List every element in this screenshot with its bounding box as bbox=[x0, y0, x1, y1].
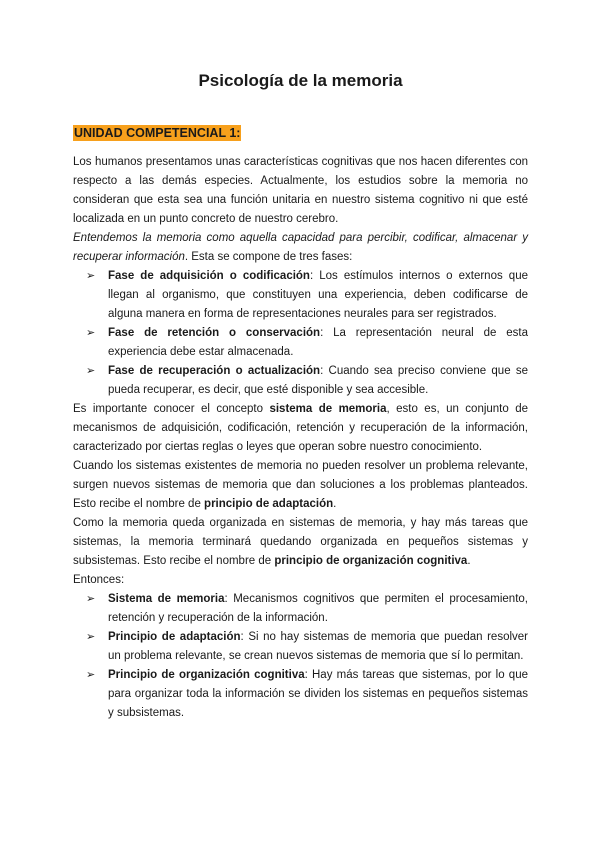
summary-text: : Hay más tareas que sistemas, por lo que para organizar toda la información se dividen los sistemas en pequeños sistemas y subsistemas. bbox=[108, 669, 528, 719]
adaptation-after: . bbox=[333, 498, 337, 510]
phase-term: Fase de recuperación o actualización bbox=[108, 365, 321, 377]
memory-system-after: , esto es, un conjunto de mecanismos de adquisición, codificación, retención y recuperación de la información, caracterizado por ciertas reglas o leyes que operan sobre nuestro conocimiento. bbox=[73, 403, 528, 453]
memory-system-paragraph bbox=[73, 400, 528, 457]
list-item bbox=[86, 324, 528, 362]
list-item bbox=[86, 267, 528, 324]
organization-after: . bbox=[467, 555, 471, 567]
phase-term: Fase de retención o conservación bbox=[108, 327, 321, 339]
adaptation-before: Cuando los sistemas existentes de memoria no pueden resolver un problema relevante, surgen nuevos sistemas de memoria que dan soluciones a los problemas planteados. Esto recibe el nombre de bbox=[73, 460, 528, 510]
definition-rest: . Esta se compone de tres fases: bbox=[184, 251, 353, 263]
adaptation-term: principio de adaptación bbox=[204, 498, 334, 510]
summary-term: Principio de organización cognitiva bbox=[108, 669, 305, 681]
summary-text: : Si no hay sistemas de memoria que puedan resolver un problema relevante, se crean nuevos sistemas de memoria que sí lo permitan. bbox=[108, 631, 529, 662]
arrow-bullet-icon: ➢ bbox=[86, 631, 96, 643]
page-title: Psicología de la memoria bbox=[198, 71, 403, 90]
document-page bbox=[73, 70, 528, 723]
arrow-bullet-icon: ➢ bbox=[86, 270, 96, 282]
arrow-bullet-icon: ➢ bbox=[86, 593, 96, 605]
organization-paragraph bbox=[73, 514, 528, 571]
phases-list bbox=[73, 267, 528, 400]
summary-text: : Mecanismos cognitivos que permiten el procesamiento, retención y recuperación de la información. bbox=[108, 593, 528, 624]
memory-system-before: Es importante conocer el concepto bbox=[73, 403, 270, 415]
organization-before: Como la memoria queda organizada en sistemas de memoria, y hay más tareas que sistemas, la memoria terminará quedando organizada en pequeños sistemas y subsistemas. Esto recibe el nombre de bbox=[73, 517, 528, 567]
phase-text: : Los estímulos internos o externos que llegan al organismo, que constituyen una experiencia, deben codificarse de alguna manera en forma de representaciones neurales para ser registrados. bbox=[108, 270, 528, 320]
list-item bbox=[86, 628, 529, 666]
arrow-bullet-icon: ➢ bbox=[86, 327, 96, 339]
then-label: Entonces: bbox=[73, 574, 125, 586]
arrow-bullet-icon: ➢ bbox=[86, 669, 96, 681]
summary-list bbox=[73, 590, 528, 723]
list-item bbox=[86, 362, 528, 400]
adaptation-paragraph bbox=[73, 457, 528, 514]
definition-italic: Entendemos la memoria como aquella capacidad para percibir, codificar, almacenar y recuperar información bbox=[73, 232, 528, 263]
summary-term: Principio de adaptación bbox=[108, 631, 241, 643]
arrow-bullet-icon: ➢ bbox=[86, 365, 96, 377]
unit-heading-wrap bbox=[73, 124, 528, 153]
definition-paragraph bbox=[73, 229, 528, 267]
unit-heading: UNIDAD COMPETENCIAL 1: bbox=[74, 126, 241, 140]
phase-text: : La representación neural de esta experiencia debe estar almacenada. bbox=[108, 327, 528, 358]
memory-system-term: sistema de memoria bbox=[269, 403, 387, 415]
phase-text: : Cuando sea preciso conviene que se pueda recuperar, es decir, que esté disponible y sea accesible. bbox=[108, 365, 528, 396]
list-item bbox=[86, 590, 528, 628]
list-item bbox=[86, 666, 528, 723]
intro-paragraph: Los humanos presentamos unas características cognitivas que nos hacen diferentes con respecto a las demás especies. Actualmente, los estudios sobre la memoria no consideran que esta sea una función unitaria en nuestro sistema cognitivo ni que esté localizada en un punto concreto de nuestro cerebro. bbox=[73, 156, 528, 225]
organization-term: principio de organización cognitiva bbox=[274, 555, 468, 567]
phase-term: Fase de adquisición o codificación bbox=[108, 270, 310, 282]
summary-term: Sistema de memoria bbox=[108, 593, 225, 605]
